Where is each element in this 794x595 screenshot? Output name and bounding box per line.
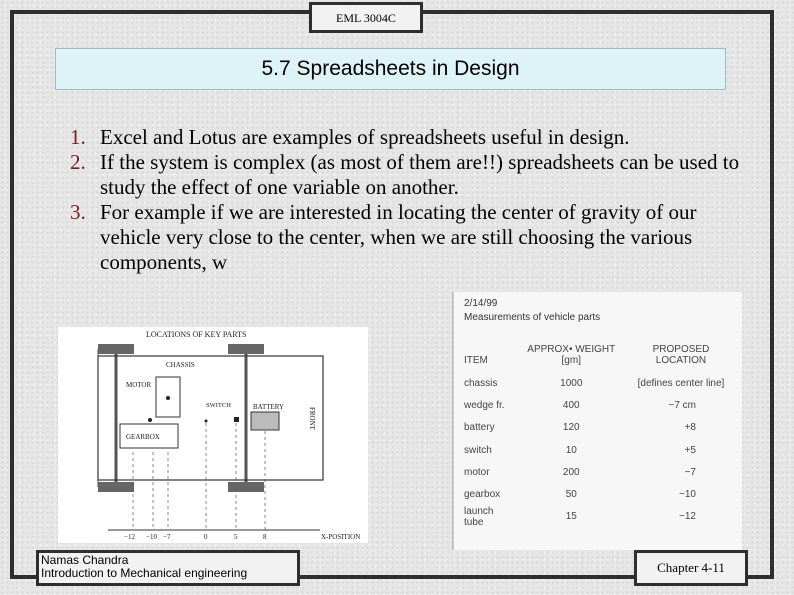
location-cell: −7 xyxy=(684,466,696,478)
measurements-table xyxy=(462,344,736,528)
course-name: Introduction to Mechanical engineering xyxy=(41,566,248,580)
item-cell: chassis xyxy=(464,377,498,389)
wheel-icon xyxy=(228,344,264,354)
weight-cell: 10 xyxy=(565,444,577,456)
table-row xyxy=(462,394,736,416)
item-cell: motor xyxy=(464,466,490,478)
weight-cell: 400 xyxy=(562,399,580,411)
weight-cell: 1000 xyxy=(560,377,583,389)
weight-cell: 200 xyxy=(562,466,580,478)
chassis-outline xyxy=(98,356,323,480)
location-cell: −12 xyxy=(679,511,696,523)
page-number-box: Chapter 4-11 xyxy=(634,550,748,586)
column-header: APPROX• WEIGHT [gm] xyxy=(527,344,616,366)
slide-title: 5.7 Spreadsheets in Design xyxy=(55,48,726,90)
gearbox-label: GEARBOX xyxy=(126,433,160,441)
bullet-text: For example if we are interested in locating the center of gravity of our vehicle very close to the center, when we are still choosing the various components, w xyxy=(100,200,697,274)
figure-title: LOCATIONS OF KEY PARTS xyxy=(146,330,247,339)
item-cell: gearbox xyxy=(464,489,501,501)
tick-label: −7 xyxy=(163,533,171,541)
bullet-text: If the system is complex (as most of them are!!) spreadsheets can be used to study the effect of one variable on another. xyxy=(100,150,740,199)
item-cell: battery xyxy=(464,422,495,434)
bullet-number: 1. xyxy=(70,125,86,149)
vehicle-layout-figure xyxy=(58,327,368,543)
location-cell: −7 cm xyxy=(668,399,696,411)
location-cell: −10 xyxy=(679,489,696,501)
motor-cg-point xyxy=(166,396,170,400)
bullet-item xyxy=(70,150,750,200)
tick-label: 0 xyxy=(204,533,208,541)
wheel-icon xyxy=(98,482,134,492)
footer-author-box xyxy=(36,550,300,586)
tick-label: −10 xyxy=(146,533,157,541)
bullet-number: 3. xyxy=(70,200,86,224)
table-date: 2/14/99 xyxy=(464,298,498,309)
course-code-label: EML 3004C xyxy=(309,2,423,33)
front-label: FRONT xyxy=(308,407,316,430)
center-point xyxy=(205,420,208,423)
item-cell: launch tube xyxy=(464,505,494,528)
tick-label: 8 xyxy=(263,533,267,541)
author-name: Namas Chandra xyxy=(41,553,129,567)
table-caption: Measurements of vehicle parts xyxy=(464,312,601,323)
location-cell: [defines center line] xyxy=(637,377,725,389)
switch-label: SWITCH xyxy=(206,402,231,409)
bullet-number: 2. xyxy=(70,150,86,174)
bullet-list xyxy=(70,125,750,275)
table-row xyxy=(462,439,736,461)
bullet-item xyxy=(70,200,750,275)
weight-cell: 120 xyxy=(562,422,580,434)
table-row xyxy=(462,372,736,394)
table-row xyxy=(462,506,736,528)
column-header: ITEM xyxy=(464,355,488,366)
wheel-icon xyxy=(228,482,264,492)
x-axis-label: X-POSITION xyxy=(321,533,361,541)
measurements-table-image xyxy=(453,292,742,550)
switch-part xyxy=(234,417,239,422)
table-row xyxy=(462,417,736,439)
column-header: PROPOSED LOCATION xyxy=(652,344,710,366)
table-row xyxy=(462,461,736,483)
bullet-text: Excel and Lotus are examples of spreadsheets useful in design. xyxy=(100,125,630,149)
tick-label: 5 xyxy=(234,533,238,541)
table-header-row xyxy=(462,344,736,372)
motor-label: MOTOR xyxy=(126,381,152,389)
wheel-icon xyxy=(98,344,134,354)
item-cell: switch xyxy=(464,444,492,456)
weight-cell: 15 xyxy=(565,511,577,523)
battery-label: BATTERY xyxy=(253,403,285,411)
vehicle-layout-drawing xyxy=(58,327,368,543)
location-cell: +5 xyxy=(684,444,696,456)
tick-label: −12 xyxy=(124,533,135,541)
item-cell: wedge fr. xyxy=(464,399,505,411)
gearbox-cg-point xyxy=(148,418,152,422)
weight-cell: 50 xyxy=(565,489,577,501)
table-row xyxy=(462,483,736,505)
bullet-item xyxy=(70,125,750,150)
location-cell: +8 xyxy=(684,422,696,434)
chassis-label: CHASSIS xyxy=(166,361,195,369)
battery-box xyxy=(251,412,279,430)
